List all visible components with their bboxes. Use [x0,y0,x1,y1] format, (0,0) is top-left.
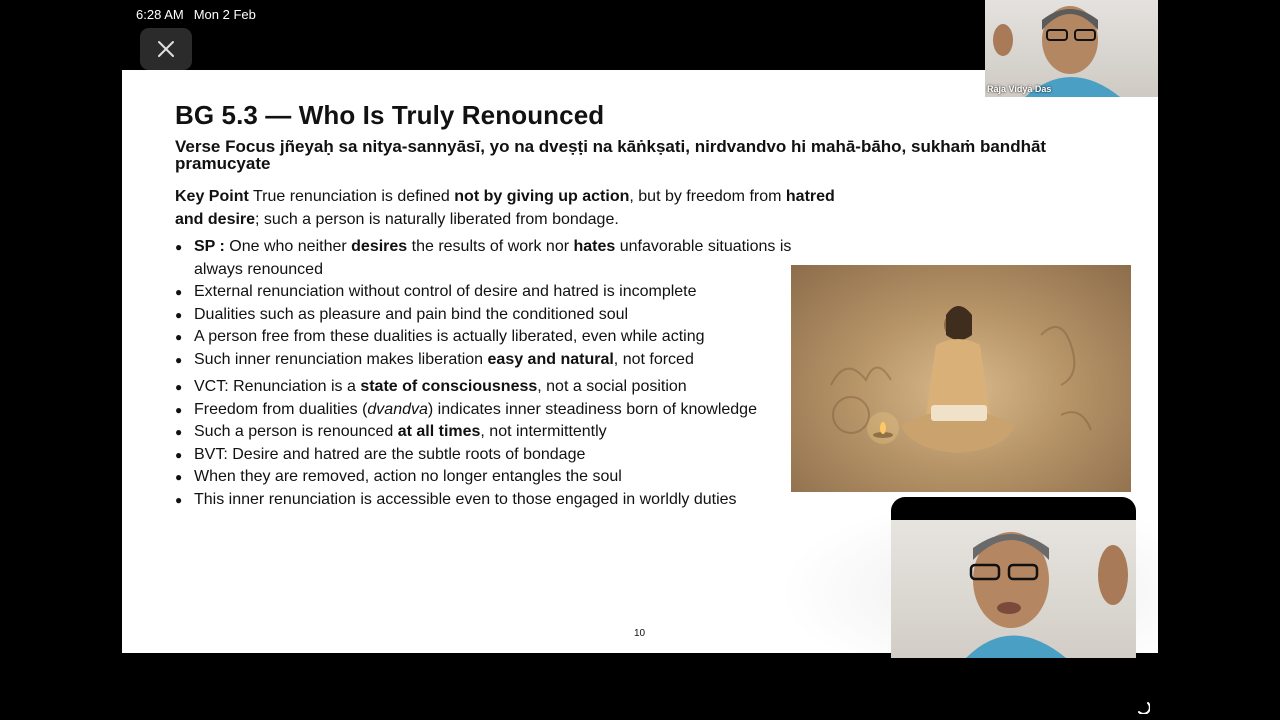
bullet-bold: hates [573,238,616,255]
page-number: 10 [634,628,646,639]
bullet-text: Such a person is renounced [194,423,394,440]
video-feed [891,520,1136,658]
bullet-text: , not intermittently [480,423,607,440]
status-date: Mon 2 Feb [193,7,256,22]
bullet-text: Freedom from dualities ( [194,400,368,418]
key-point-text: , but by freedom from [629,188,782,205]
bullet-item: ● This inner renunciation is accessible even to those engaged in worldly duties [175,489,815,512]
bullet-item: ● A person free from these dualities is actually liberated, even while acting [175,326,815,349]
key-point-bold: hatred and desire [175,188,835,228]
bullet-label: SP : [194,238,225,255]
verse-focus [175,138,1075,172]
bullet-item: ● External renunciation without control of desire and hatred is incomplete [175,281,815,304]
participant-avatar [985,0,1158,97]
close-icon [156,39,176,59]
verse-label: Verse Focus [175,137,276,156]
bullet-text: VCT: Renunciation is a [194,378,356,395]
verse-text: jñeyaḥ sa nitya-sannyāsī, yo na dveṣṭi na kāṅkṣati, nirdvandvo hi mahā-bāho, sukhaṁ bandhāt pramucyate [175,137,1047,173]
meditating-sage-illustration [791,265,1131,492]
key-point-bold: not by giving up action [454,188,630,205]
participant-video-thumbnail[interactable] [985,0,1158,97]
bullet-italic: dvandva [367,400,428,418]
key-point [175,186,865,231]
bullet-text: the results of work nor [411,238,570,255]
bullet-text: Such inner renunciation makes liberation [194,350,484,368]
bullet-item: ● Dualities such as pleasure and pain bind the conditioned soul [175,304,815,327]
slide-title: BG 5.3 — Who Is Truly Renounced [175,100,605,130]
self-view-video[interactable] [891,497,1136,680]
bullet-text: unfavorable situations is always renounced [194,238,792,278]
bullet-item [175,349,815,372]
bullet-item: ● When they are removed, action no longer entangles the soul [175,466,815,489]
bullet-text: , not a social position [537,378,687,395]
bullet-item [175,376,815,399]
bullet-item [175,421,815,444]
participant-name: Rāja Vidyā Das [987,84,1052,94]
status-time: 6:28 AM [136,7,184,22]
status-bar [136,7,256,22]
bullet-item: ● BVT: Desire and hatred are the subtle roots of bondage [175,444,815,467]
bullet-bold: desires [351,238,408,255]
bullet-text: ) indicates inner steadiness born of knowledge [427,400,757,418]
bullet-item [175,399,815,422]
bullet-item [175,236,815,281]
bullet-bold: easy and natural [487,350,614,368]
key-point-text: True renunciation is defined [252,188,450,205]
loading-spinner-icon [1136,700,1150,714]
bullet-bold: at all times [397,423,481,440]
close-button[interactable] [140,28,192,70]
bullet-text: , not forced [613,350,694,368]
bullet-list [175,236,815,511]
key-point-text: ; such a person is naturally liberated from bondage. [255,210,619,228]
bullet-text: One who neither [229,238,347,255]
bullet-bold: state of consciousness [360,378,538,395]
key-point-label: Key Point [175,188,249,205]
